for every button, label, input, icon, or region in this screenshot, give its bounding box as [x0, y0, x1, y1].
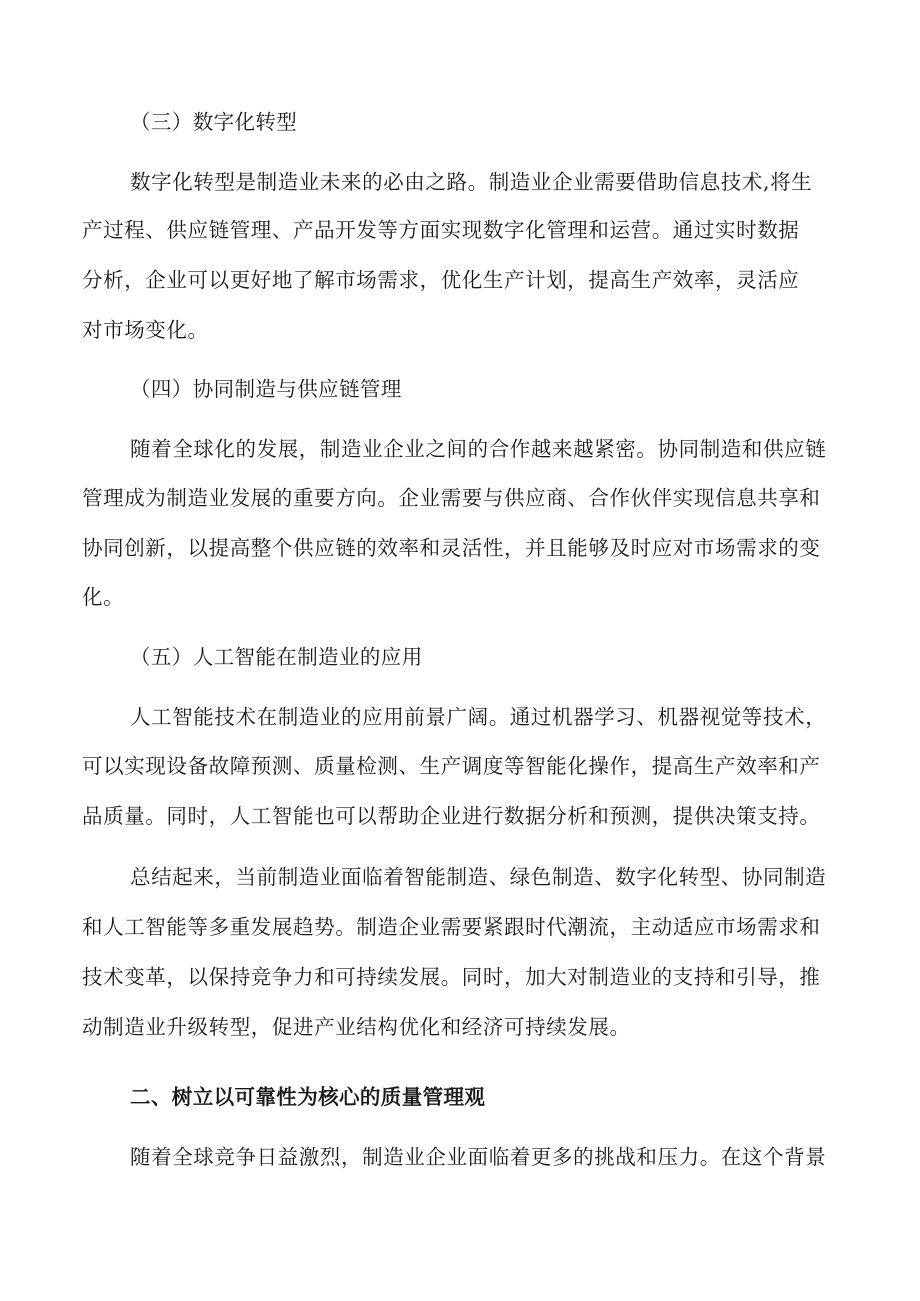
paragraph-line: 管理成为制造业发展的重要方向。企业需要与供应商、合作伙伴实现信息共享和	[82, 486, 821, 510]
paragraph-line: 总结起来，当前制造业面临着智能制造、绿色制造、数字化转型、协同制造	[130, 865, 827, 889]
paragraph-line: 数字化转型是制造业未来的必由之路。制造业企业需要借助信息技术,将生	[130, 170, 813, 194]
paragraph-line: 产过程、供应链管理、产品开发等方面实现数字化管理和运营。通过实时数据	[82, 218, 800, 242]
paragraph-line: 技术变革，以保持竞争力和可持续发展。同时，加大对制造业的支持和引导，推	[82, 965, 821, 989]
paragraph-line: 随着全球化的发展，制造业企业之间的合作越来越紧密。协同制造和供应链	[130, 437, 827, 461]
chapter-heading: 二、树立以可靠性为核心的质量管理观	[130, 1085, 486, 1109]
paragraph-line: 可以实现设备故障预测、质量检测、生产调度等智能化操作，提高生产效率和产	[82, 754, 821, 778]
section-heading-ai-in-manufacturing: （五）人工智能在制造业的应用	[130, 645, 423, 669]
paragraph-line: 对市场变化。	[82, 318, 209, 342]
paragraph-line: 化。	[82, 585, 125, 609]
paragraph-line: 品质量。同时，人工智能也可以帮助企业进行数据分析和预测，提供决策支持。	[82, 804, 821, 828]
section-heading-digital-transformation: （三）数字化转型	[130, 110, 298, 134]
paragraph-line: 协同创新，以提高整个供应链的效率和灵活性，并且能够及时应对市场需求的变	[82, 536, 821, 560]
section-heading-collaborative-manufacturing: （四）协同制造与供应链管理	[130, 377, 402, 401]
paragraph-line: 分析，企业可以更好地了解市场需求，优化生产计划，提高生产效率，灵活应	[82, 268, 800, 292]
paragraph-line: 动制造业升级转型，促进产业结构优化和经济可持续发展。	[82, 1015, 631, 1039]
paragraph-line: 人工智能技术在制造业的应用前景广阔。通过机器学习、机器视觉等技术，	[130, 705, 827, 729]
paragraph-line: 随着全球竞争日益激烈，制造业企业面临着更多的挑战和压力。在这个背景	[130, 1145, 827, 1169]
paragraph-line: 和人工智能等多重发展趋势。制造企业需要紧跟时代潮流，主动适应市场需求和	[82, 915, 821, 939]
